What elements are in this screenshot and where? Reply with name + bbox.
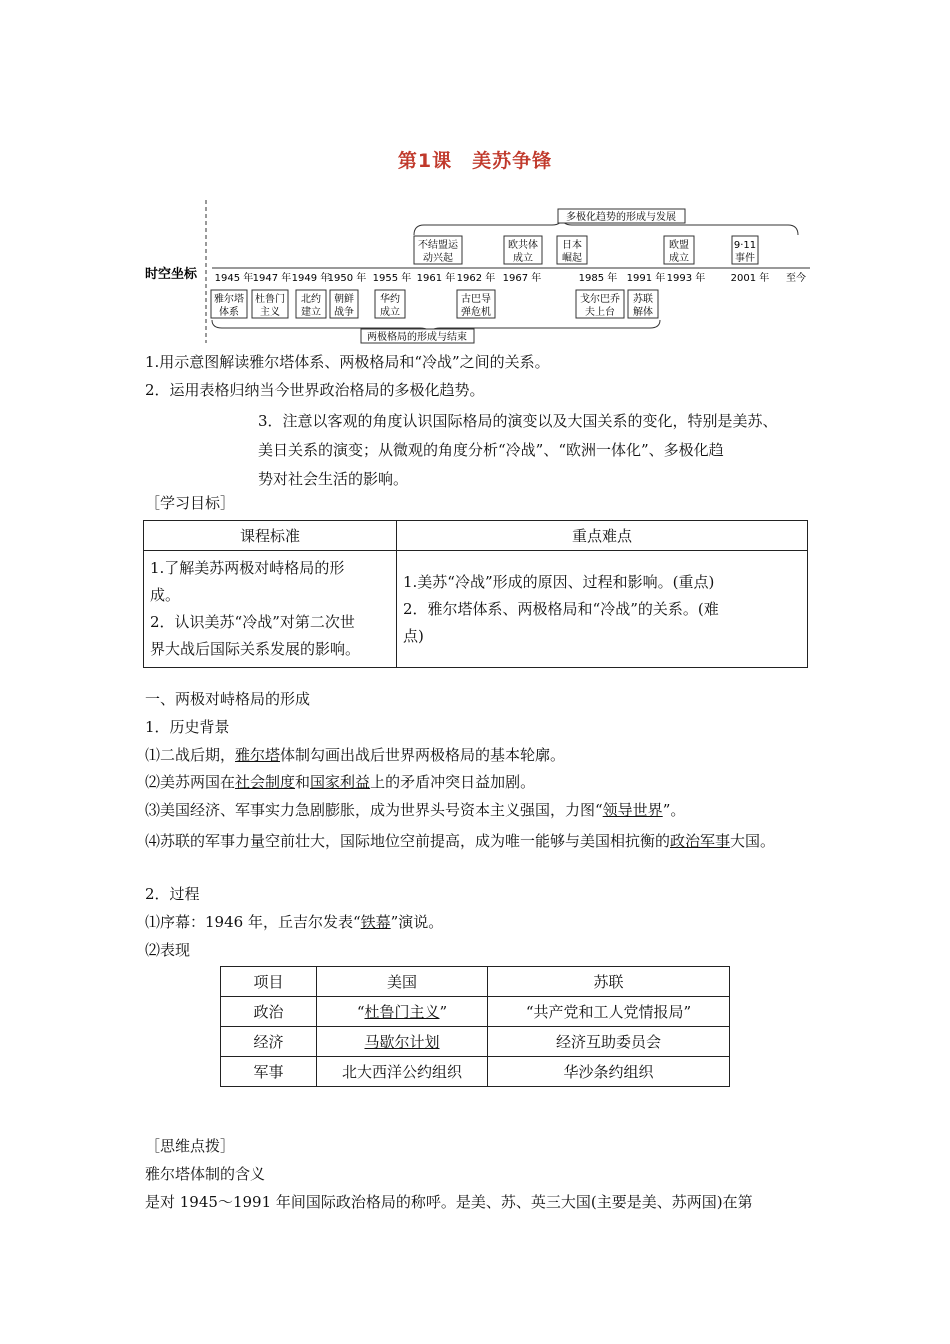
top-event-label: 事件 (735, 253, 755, 264)
timeline-year: 至今 (786, 273, 806, 284)
table-cell: 军事 (221, 1057, 317, 1087)
bottom-event-label: 战争 (334, 307, 354, 318)
timeline-label: 时空坐标 (145, 267, 198, 282)
timeline-year: 1945 年 (214, 273, 254, 284)
paragraph: ⑷苏联的军事力量空前壮大，国际地位空前提高，成为唯一能够与美国相抗衡的政治军事大国。 (145, 832, 776, 850)
cell-line: 1.了解美苏两极对峙格局的形 (150, 559, 345, 577)
timeline-year: 1949 年 (291, 273, 331, 284)
top-event-label: 9·11 (733, 240, 757, 251)
curriculum-standard-cell (144, 551, 397, 668)
top-event-label: 欧共体 (508, 240, 538, 251)
cell-line: 点) (403, 626, 424, 645)
table-header: 项目 (221, 967, 317, 997)
table-row (221, 997, 730, 1027)
bottom-event-label: 建立 (301, 307, 321, 318)
bottom-event-label: 古巴导 (461, 294, 491, 305)
timeline-year: 1947 年 (252, 273, 292, 284)
table-cell: 华沙条约组织 (488, 1057, 730, 1087)
bottom-event-label: 苏联 (633, 294, 653, 305)
timeline-year: 1950 年 (327, 273, 367, 284)
bottom-event-label: 戈尔巴乔 (580, 294, 620, 305)
study-target-label: ［学习目标］ (145, 494, 236, 512)
bottom-event-label: 成立 (380, 307, 400, 318)
page-title: 第1课 美苏争锋 (397, 150, 553, 172)
top-bracket-label: 多极化趋势的形成与发展 (566, 212, 676, 223)
top-event-label: 成立 (513, 253, 533, 264)
cell-line: 界大战后国际关系发展的影响。 (150, 640, 361, 658)
timeline-year: 2001 年 (730, 273, 770, 284)
table-cell: “共产党和工人党情报局” (488, 997, 730, 1027)
table-header: 苏联 (488, 967, 730, 997)
subheading: 2．过程 (145, 885, 200, 903)
bottom-event-label: 弹危机 (461, 307, 491, 318)
top-event-label: 日本 (562, 240, 582, 251)
cell-line: 2．雅尔塔体系、两极格局和“冷战”的关系。(难 (403, 599, 719, 618)
comparison-table (220, 966, 730, 1087)
cell-line: 成。 (150, 586, 181, 604)
table-header: 美国 (317, 967, 488, 997)
table-cell: 马歇尔计划 (317, 1027, 488, 1057)
timeline-year: 1993 年 (666, 273, 706, 284)
timeline-diagram (0, 195, 950, 345)
goal-1: 1.用示意图解读雅尔塔体系、两极格局和“冷战”之间的关系。 (145, 353, 550, 371)
goal-3-line: 势对社会生活的影响。 (258, 470, 409, 488)
bottom-event-label: 夫上台 (585, 307, 615, 318)
bottom-event-label: 解体 (633, 307, 653, 318)
goal-2: 2．运用表格归纳当今世界政治格局的多极化趋势。 (145, 381, 485, 399)
bottom-event-label: 杜鲁门 (255, 294, 285, 305)
cell-line: 2．认识美苏“冷战”对第二次世 (150, 613, 355, 631)
top-event-label: 崛起 (562, 253, 582, 264)
timeline-year: 1961 年 (416, 273, 456, 284)
top-event-label: 成立 (669, 253, 689, 264)
table-header: 课程标准 (144, 521, 397, 551)
table-row (221, 1027, 730, 1057)
timeline-year: 1967 年 (502, 273, 542, 284)
cell-line: 1.美苏“冷战”形成的原因、过程和影响。(重点) (403, 572, 715, 591)
section-heading: 一、两极对峙格局的形成 (145, 690, 311, 708)
table-cell: 经济互助委员会 (488, 1027, 730, 1057)
paragraph: ⑵表现 (145, 941, 191, 959)
paragraph: ⑴二战后期，雅尔塔体制勾画出战后世界两极格局的基本轮廓。 (145, 746, 566, 764)
timeline-year: 1985 年 (578, 273, 618, 284)
table-cell: 北大西洋公约组织 (317, 1057, 488, 1087)
table-cell: 政治 (221, 997, 317, 1027)
goal-3-line: 3．注意以客观的角度认识国际格局的演变以及大国关系的变化，特别是美苏、 (258, 412, 778, 430)
table-header: 重点难点 (397, 521, 808, 551)
bottom-event-label: 体系 (219, 307, 239, 318)
top-event-label: 动兴起 (423, 253, 453, 264)
paragraph: ⑵美苏两国在社会制度和国家利益上的矛盾冲突日益加剧。 (145, 773, 536, 791)
table-cell: “杜鲁门主义” (317, 997, 488, 1027)
bottom-event-label: 北约 (301, 294, 321, 305)
table-row (221, 1057, 730, 1087)
table-cell: 经济 (221, 1027, 317, 1057)
bottom-event-label: 华约 (380, 294, 400, 305)
timeline-year: 1955 年 (372, 273, 412, 284)
top-event-label: 欧盟 (669, 240, 689, 251)
bottom-event-label: 雅尔塔 (214, 294, 244, 305)
timeline-year: 1991 年 (626, 273, 666, 284)
bottom-event-label: 朝鲜 (334, 294, 354, 305)
bottom-event-label: 主义 (260, 307, 280, 318)
thinking-text: 是对 1945～1991 年间国际政治格局的称呼。是美、苏、英三大国(主要是美、苏两国)在第 (145, 1193, 753, 1211)
thinking-label: ［思维点拨］ (145, 1137, 236, 1155)
objectives-table (143, 520, 808, 668)
paragraph: ⑴序幕：1946 年，丘吉尔发表“铁幕”演说。 (145, 913, 444, 931)
paragraph: ⑶美国经济、军事实力急剧膨胀，成为世界头号资本主义强国，力图“领导世界”。 (145, 801, 686, 819)
thinking-heading: 雅尔塔体制的含义 (145, 1165, 266, 1183)
bottom-bracket-label: 两极格局的形成与结束 (367, 332, 467, 343)
subheading: 1．历史背景 (145, 718, 230, 736)
key-points-cell (397, 551, 808, 668)
goal-3 (258, 407, 778, 494)
timeline-year: 1962 年 (456, 273, 496, 284)
goal-3-line: 美日关系的演变；从微观的角度分析“冷战”、“欧洲一体化”、多极化趋 (258, 441, 724, 459)
top-event-label: 不结盟运 (418, 240, 458, 251)
